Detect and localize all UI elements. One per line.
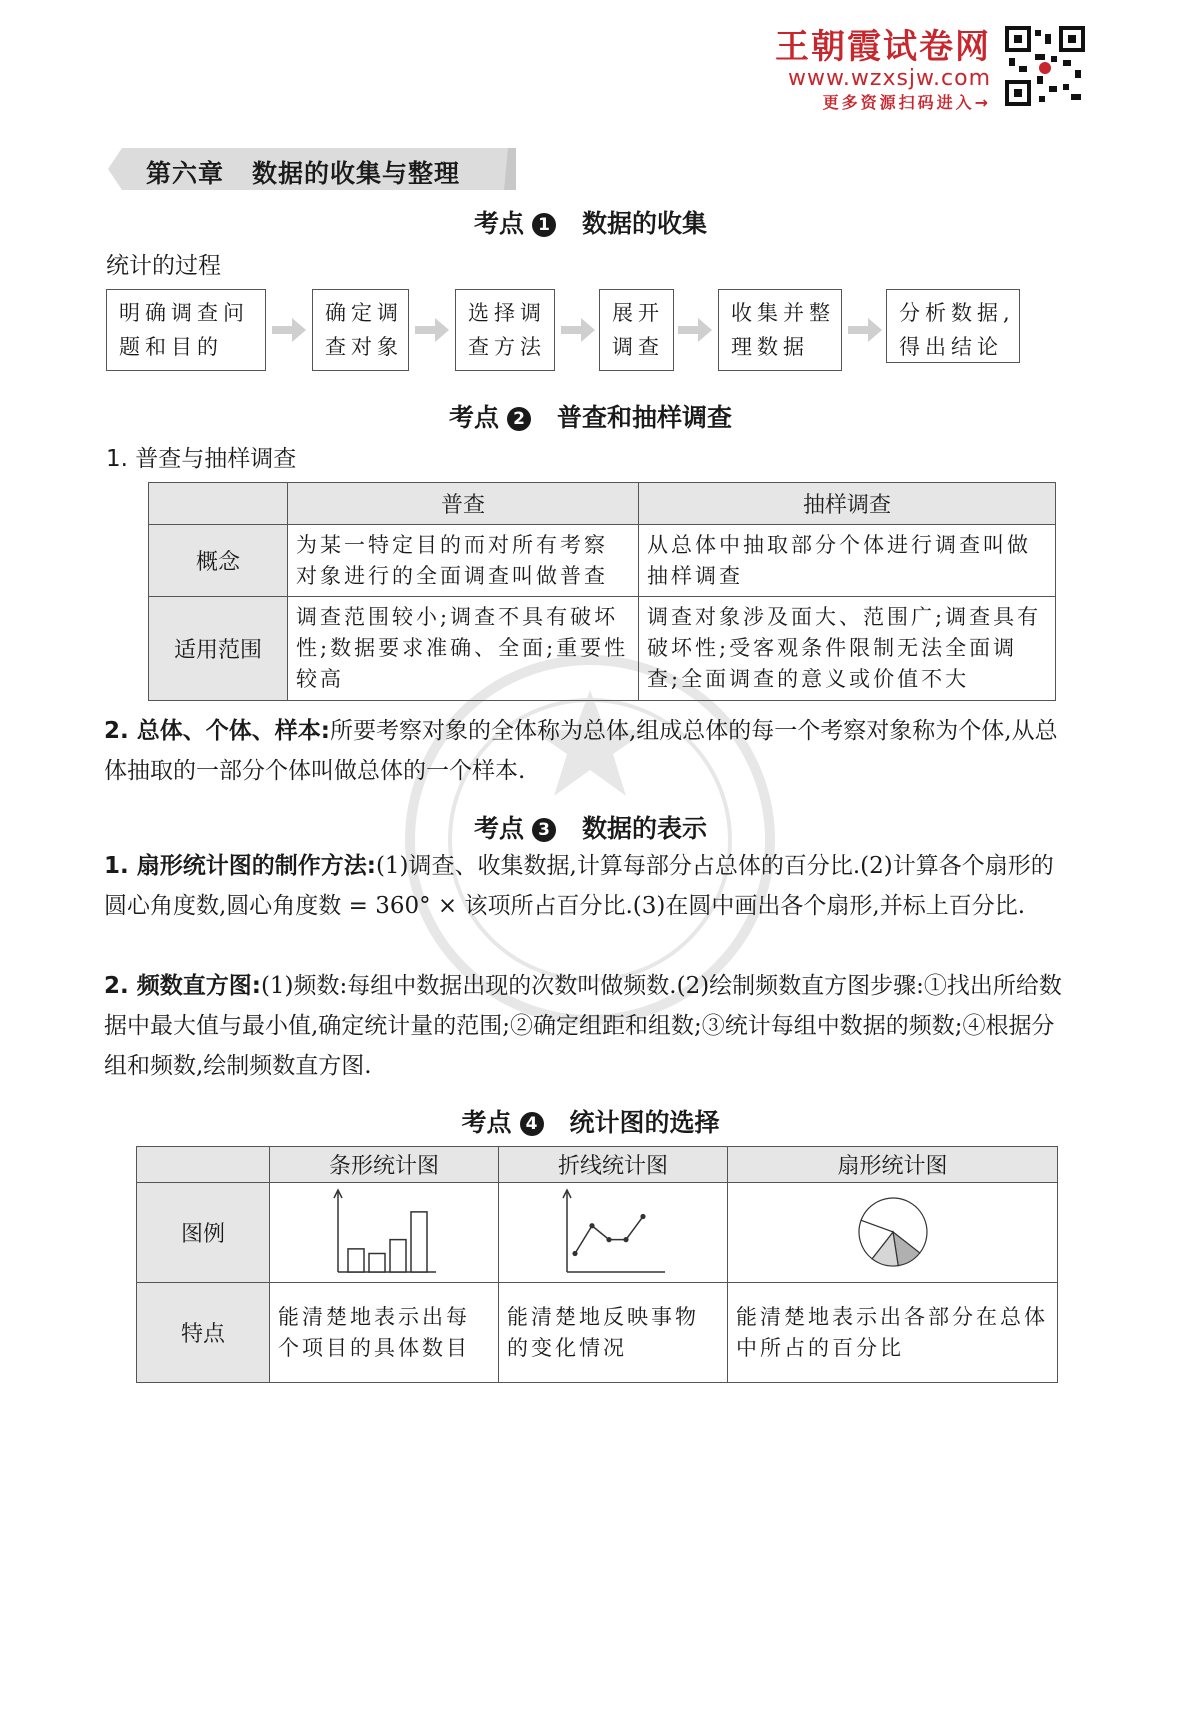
bar-4 [411,1211,427,1271]
representation-item-2 [104,966,1074,1086]
chapter-title [146,154,460,190]
cell-line-feature: 能清楚地反映事物的变化情况 [499,1283,728,1383]
survey-item-2-text: 所要考察对象的全体称为总体,组成总体的每一个考察对象称为个体,从总体抽取的一部分个体叫做总体的一个样本. [104,718,1058,784]
arrow-right-icon [678,318,712,342]
row-header-scope: 适用范围 [149,597,288,701]
cell-pie-feature: 能清楚地表示出各部分在总体中所占的百分比 [728,1283,1058,1383]
survey-table [148,482,1056,701]
cell-bar-example [270,1183,499,1283]
table-corner [149,483,288,525]
arrow-right-icon [272,318,306,342]
chapter-number: 第六章 [146,159,225,188]
process-step-3: 选择调查方法 [455,289,555,371]
representation-item-1-text: (1)调查、收集数据,计算每部分占总体的百分比.(2)计算各个扇形的圆心角度数,圆心角度数 = 360° × 该项所占百分比.(3)在圆中画出各个扇形,并标上百分比. [104,853,1054,919]
row-header-feature: 特点 [137,1283,270,1383]
section-heading-1 [0,204,1181,240]
table-header-census: 普查 [288,483,639,525]
section-title: 数据的表示 [582,814,708,843]
point-2 [589,1223,594,1228]
arrow-right-icon [415,318,449,342]
survey-item-2-label: 2. 总体、个体、样本: [104,718,330,744]
table-header-pie: 扇形统计图 [728,1147,1058,1183]
cell-bar-feature: 能清楚地表示出每个项目的具体数目 [270,1283,499,1383]
section-heading-2 [0,398,1181,434]
line-chart [553,1186,673,1280]
pie-chart [833,1186,953,1280]
brand-logo[interactable] [775,28,991,114]
point-1 [572,1250,577,1255]
section-label: 考点 [461,1108,512,1137]
process-step-4: 展开调查 [599,289,674,371]
section-label: 考点 [473,209,524,238]
point-5 [640,1213,645,1218]
brand-title: 王朝霞试卷网 [775,27,991,67]
section-heading-4 [0,1103,1181,1139]
bar-3 [390,1239,406,1271]
table-header-line: 折线统计图 [499,1147,728,1183]
section-number-icon: 3 [532,818,556,842]
series-line [575,1216,643,1253]
arrow-right-icon [848,318,882,342]
cell-sample-concept: 从总体中抽取部分个体进行调查叫做抽样调查 [639,525,1056,597]
chapter-name: 数据的收集与整理 [252,159,461,188]
representation-item-1-label: 1. 扇形统计图的制作方法: [104,853,376,879]
cell-census-scope: 调查范围较小;调查不具有破坏性;数据要求准确、全面;重要性较高 [288,597,639,701]
section-number-icon: 4 [520,1112,544,1136]
cell-pie-example [728,1183,1058,1283]
table-header-sample: 抽样调查 [639,483,1056,525]
process-label: 统计的过程 [106,253,221,279]
process-step-1: 明确调查问题和目的 [106,289,266,371]
cell-sample-scope: 调查对象涉及面大、范围广;调查具有破坏性;受客观条件限制无法全面调查;全面调查的意义或价值不大 [639,597,1056,701]
process-step-6: 分析数据,得出结论 [886,289,1020,363]
chart-choice-table [136,1146,1058,1383]
bar-1 [348,1248,364,1271]
representation-item-2-label: 2. 频数直方图: [104,973,261,999]
cell-census-concept: 为某一特定目的而对所有考察对象进行的全面调查叫做普查 [288,525,639,597]
section-number-icon: 1 [532,213,556,237]
section-number-icon: 2 [507,407,531,431]
survey-item-2 [104,711,1074,791]
cell-line-example [499,1183,728,1283]
point-3 [606,1237,611,1242]
arrow-right-icon [561,318,595,342]
row-header-example: 图例 [137,1183,270,1283]
brand-url[interactable]: www.wzxsjw.com [787,66,991,91]
qr-code-icon[interactable] [1005,26,1085,106]
process-step-5: 收集并整理数据 [718,289,842,371]
representation-item-2-text: (1)频数:每组中数据出现的次数叫做频数.(2)绘制频数直方图步骤:①找出所给数据中最大值与最小值,确定统计量的范围;②确定组距和组数;③统计每组中数据的频数;④根据分组和频数,绘制频数直方图. [104,973,1062,1079]
survey-item-1: 1. 普查与抽样调查 [106,446,297,472]
bar-chart [324,1186,444,1280]
section-heading-3 [0,809,1181,845]
bar-2 [369,1253,385,1272]
brand-tagline: 更多资源扫码进入→ [822,93,991,112]
table-corner [137,1147,270,1183]
section-title: 数据的收集 [582,209,708,238]
representation-item-1 [104,846,1074,926]
table-header-bar: 条形统计图 [270,1147,499,1183]
point-4 [623,1237,628,1242]
section-label: 考点 [448,403,499,432]
process-step-2: 确定调查对象 [312,289,409,371]
section-title: 普查和抽样调查 [557,403,733,432]
row-header-concept: 概念 [149,525,288,597]
section-label: 考点 [473,814,524,843]
section-title: 统计图的选择 [569,1108,720,1137]
